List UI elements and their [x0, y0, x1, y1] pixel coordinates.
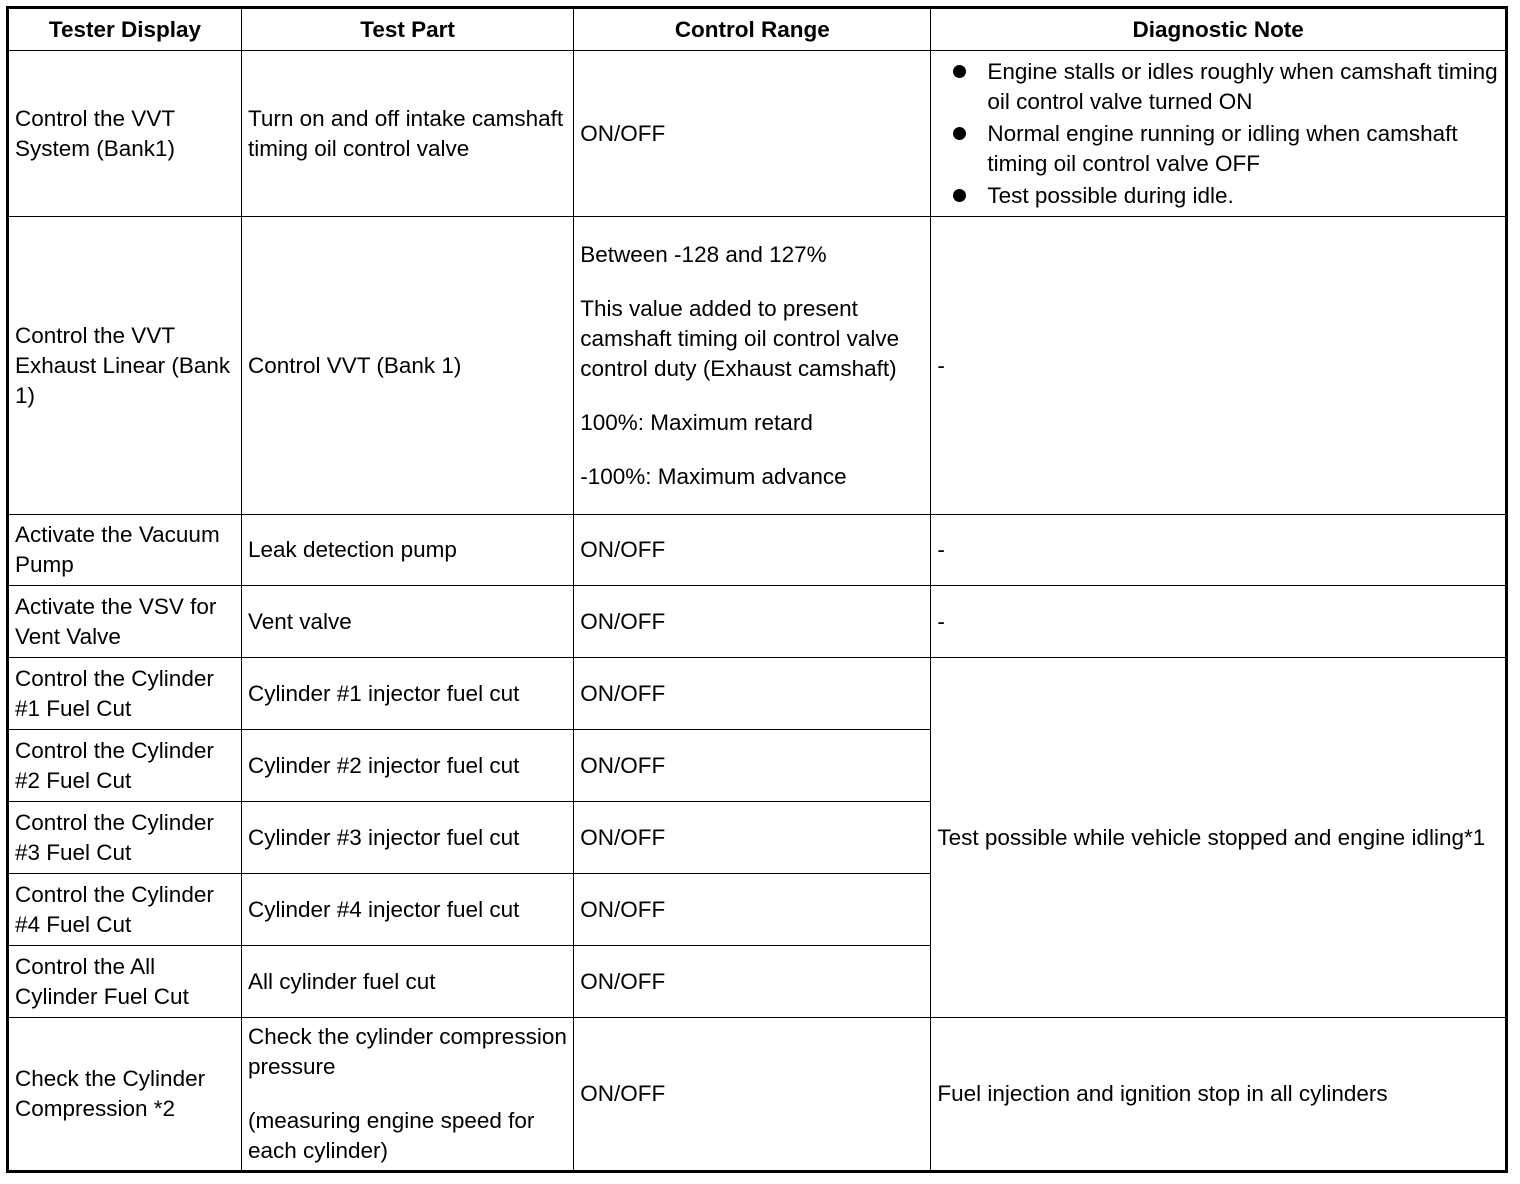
diagnostic-note-list	[937, 57, 1499, 211]
cell-control-range: ON/OFF	[574, 946, 931, 1018]
cell-control-range	[574, 217, 931, 515]
header-control-range: Control Range	[574, 8, 931, 51]
cell-test-part: Cylinder #1 injector fuel cut	[241, 658, 573, 730]
header-test-part: Test Part	[241, 8, 573, 51]
cell-test-part: Control VVT (Bank 1)	[241, 217, 573, 515]
cell-tester-display: Activate the VSV for Vent Valve	[8, 586, 242, 658]
cell-control-range: ON/OFF	[574, 658, 931, 730]
cell-control-range: ON/OFF	[574, 586, 931, 658]
cell-diagnostic-note: -	[931, 515, 1507, 586]
cell-control-range: ON/OFF	[574, 730, 931, 802]
active-test-table	[6, 6, 1508, 1173]
cell-test-part: All cylinder fuel cut	[241, 946, 573, 1018]
bullet-icon	[953, 189, 966, 202]
cell-diagnostic-note	[931, 51, 1507, 217]
cell-test-part: Cylinder #4 injector fuel cut	[241, 874, 573, 946]
cell-control-range: ON/OFF	[574, 802, 931, 874]
cell-control-range: ON/OFF	[574, 51, 931, 217]
cell-test-part: Turn on and off intake camshaft timing oil control valve	[241, 51, 573, 217]
bullet-icon	[953, 127, 966, 140]
control-range-line: This value added to present camshaft timing oil control valve control duty (Exhaust camshaft)	[580, 295, 900, 381]
control-range-line: -100%: Maximum advance	[580, 463, 847, 489]
table-row	[8, 515, 1507, 586]
cell-tester-display: Activate the Vacuum Pump	[8, 515, 242, 586]
cell-control-range: ON/OFF	[574, 515, 931, 586]
cell-tester-display: Control the Cylinder #1 Fuel Cut	[8, 658, 242, 730]
cell-diagnostic-note: Fuel injection and ignition stop in all cylinders	[931, 1018, 1507, 1172]
cell-tester-display: Control the All Cylinder Fuel Cut	[8, 946, 242, 1018]
table-row	[8, 658, 1507, 730]
cell-tester-display: Control the Cylinder #4 Fuel Cut	[8, 874, 242, 946]
table-header	[8, 8, 1507, 51]
cell-diagnostic-note: Test possible while vehicle stopped and engine idling*1	[931, 658, 1507, 1018]
header-diagnostic-note: Diagnostic Note	[931, 8, 1507, 51]
cell-test-part	[241, 1018, 573, 1172]
header-tester-display: Tester Display	[8, 8, 242, 51]
cell-tester-display: Check the Cylinder Compression *2	[8, 1018, 242, 1172]
cell-test-part: Leak detection pump	[241, 515, 573, 586]
list-item	[937, 181, 1499, 211]
cell-test-part: Cylinder #3 injector fuel cut	[241, 802, 573, 874]
test-part-line: Check the cylinder compression pressure	[247, 1024, 567, 1079]
table-row	[8, 217, 1507, 515]
cell-tester-display: Control the Cylinder #3 Fuel Cut	[8, 802, 242, 874]
list-item	[937, 119, 1499, 179]
bullet-icon	[953, 65, 966, 78]
list-item-text: Normal engine running or idling when camshaft timing oil control valve OFF	[987, 120, 1458, 176]
table-body	[8, 51, 1507, 1172]
header-row	[8, 8, 1507, 51]
control-range-line: 100%: Maximum retard	[580, 409, 813, 435]
cell-diagnostic-note: -	[931, 217, 1507, 515]
cell-test-part: Vent valve	[241, 586, 573, 658]
list-item-text: Test possible during idle.	[987, 182, 1234, 208]
table-row	[8, 1018, 1507, 1172]
cell-control-range: ON/OFF	[574, 1018, 931, 1172]
cell-control-range: ON/OFF	[574, 874, 931, 946]
cell-tester-display: Control the Cylinder #2 Fuel Cut	[8, 730, 242, 802]
table-row	[8, 51, 1507, 217]
cell-diagnostic-note: -	[931, 586, 1507, 658]
cell-tester-display: Control the VVT System (Bank1)	[8, 51, 242, 217]
cell-test-part: Cylinder #2 injector fuel cut	[241, 730, 573, 802]
test-part-line: (measuring engine speed for each cylinder)	[247, 1108, 535, 1163]
cell-tester-display: Control the VVT Exhaust Linear (Bank 1)	[8, 217, 242, 515]
control-range-line: Between -128 and 127%	[580, 241, 827, 267]
list-item	[937, 57, 1499, 117]
list-item-text: Engine stalls or idles roughly when camshaft timing oil control valve turned ON	[987, 58, 1498, 114]
table-row	[8, 586, 1507, 658]
